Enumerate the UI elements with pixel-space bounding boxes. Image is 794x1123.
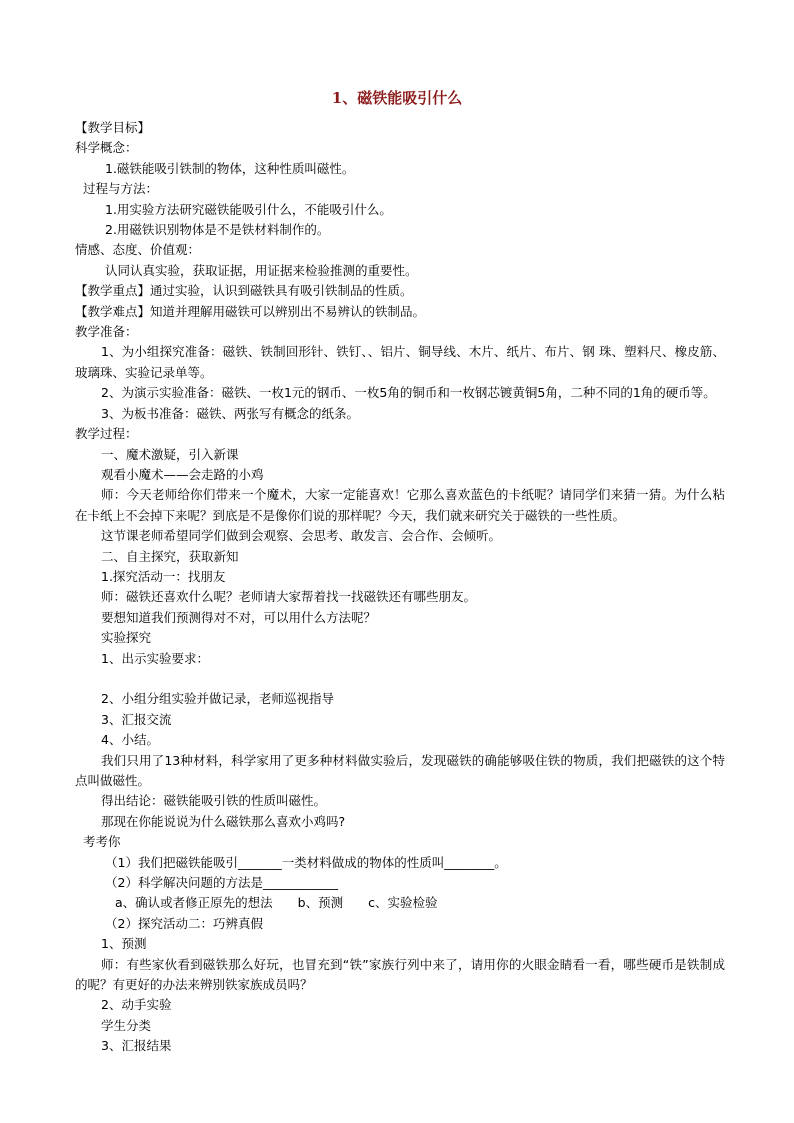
- blank-line: [75, 669, 725, 689]
- text-line: 2、小组分组实验并做记录，老师巡视指导: [101, 691, 334, 707]
- lesson-title: 1、磁铁能吸引什么: [331, 89, 463, 107]
- text-line: 教学准备：: [75, 324, 138, 340]
- text-line: 过程与方法：: [83, 181, 159, 197]
- text-line: 3、汇报交流: [101, 711, 172, 727]
- text-line: 【教学难点】知道并理解用磁铁可以辨别出不易辨认的铁制品。: [75, 303, 426, 319]
- text-line: （2）探究活动二：巧辨真假: [105, 915, 263, 931]
- text-line: 一、魔术激疑，引入新课: [101, 446, 239, 462]
- text-line: 1、预测: [101, 936, 147, 952]
- text-line: 这节课老师希望同学们做到会观察、会思考、敢发言、会合作、会倾听。: [101, 528, 502, 544]
- text-line: 1、出示实验要求：: [101, 650, 209, 666]
- text-line: 考考你: [83, 834, 121, 850]
- text-line: 那现在你能说说为什么磁铁那么喜欢小鸡吗?: [101, 813, 346, 829]
- text-line: 得出结论：磁铁能吸引铁的性质叫磁性。: [101, 793, 327, 809]
- quiz-question: （2）科学解决问题的方法是____________: [105, 875, 338, 891]
- text-line: 2.用磁铁识别物体是不是铁材料制作的。: [105, 222, 330, 238]
- text-line: 【教学重点】通过实验，认识到磁铁具有吸引铁制品的性质。: [75, 283, 413, 299]
- quiz-options: a、确认或者修正原先的想法 b、预测 c、实验检验: [115, 895, 438, 911]
- text-line: 学生分类: [101, 1017, 152, 1033]
- text-paragraph: 1、为小组探究准备：磁铁、铁制回形针、铁钉、、铝片、铜导线、木片、纸片、布片、钢 珠、塑料尺、橡皮筋、玻璃珠、实验记录单等。: [75, 344, 725, 380]
- text-line: 教学过程：: [75, 426, 138, 442]
- text-line: 情感、态度、价值观：: [75, 242, 201, 258]
- text-line: 2、动手实验: [101, 997, 172, 1013]
- text-line: 要想知道我们预测得对不对，可以用什么方法呢？: [101, 609, 377, 625]
- text-line: 1.磁铁能吸引铁制的物体，这种性质叫磁性。: [105, 160, 355, 176]
- text-line: 实验探究: [101, 630, 152, 646]
- text-line: 科学概念：: [75, 140, 138, 156]
- text-line: 3、汇报结果: [101, 1038, 172, 1054]
- section-heading: 【教学目标】: [75, 120, 151, 135]
- text-line: 认同认真实验，获取证据，用证据来检验推测的重要性。: [105, 262, 418, 278]
- text-line: 4、小结。: [101, 732, 159, 748]
- text-paragraph: 师：有些家伙看到磁铁那么好玩，也冒充到“铁”家族行列中来了，请用你的火眼金睛看一看，哪些硬币是铁制成的呢？有更好的办法来辨别铁家族成员吗？: [75, 956, 725, 993]
- text-line: 1.用实验方法研究磁铁能吸引什么，不能吸引什么。: [105, 201, 392, 217]
- text-paragraph: 2、为演示实验准备：磁铁、一枚1元的钢币、一枚5角的铜币和一枚钢芯镀黄铜5角，二种不同的1角的硬币等。: [101, 385, 716, 401]
- text-line: 3、为板书准备：磁铁、两张写有概念的纸条。: [101, 405, 359, 421]
- text-line: 师：磁铁还喜欢什么呢？老师请大家帮着找一找磁铁还有哪些朋友。: [101, 589, 477, 605]
- text-line: 1.探究活动一：找朋友: [101, 568, 226, 584]
- text-line: 观看小魔术——会走路的小鸡: [101, 466, 264, 482]
- text-paragraph: 我们只用了13种材料，科学家用了更多种材料做实验后，发现磁铁的确能够吸住铁的物质，我们把磁铁的这个特点叫做磁性。: [75, 752, 725, 788]
- quiz-question: （1）我们把磁铁能吸引_______一类材料做成的物体的性质叫________。: [105, 854, 507, 870]
- text-paragraph: 师：今天老师给你们带来一个魔术，大家一定能喜欢！它那么喜欢蓝色的卡纸呢？请同学们来猜一猜。为什么粘在卡纸上不会掉下来呢？到底是不是像你们说的那样呢？今天，我们就来研究关于磁铁的一些性质。: [75, 487, 725, 523]
- text-line: 二、自主探究，获取新知: [101, 548, 239, 564]
- lesson-body: [75, 118, 725, 1057]
